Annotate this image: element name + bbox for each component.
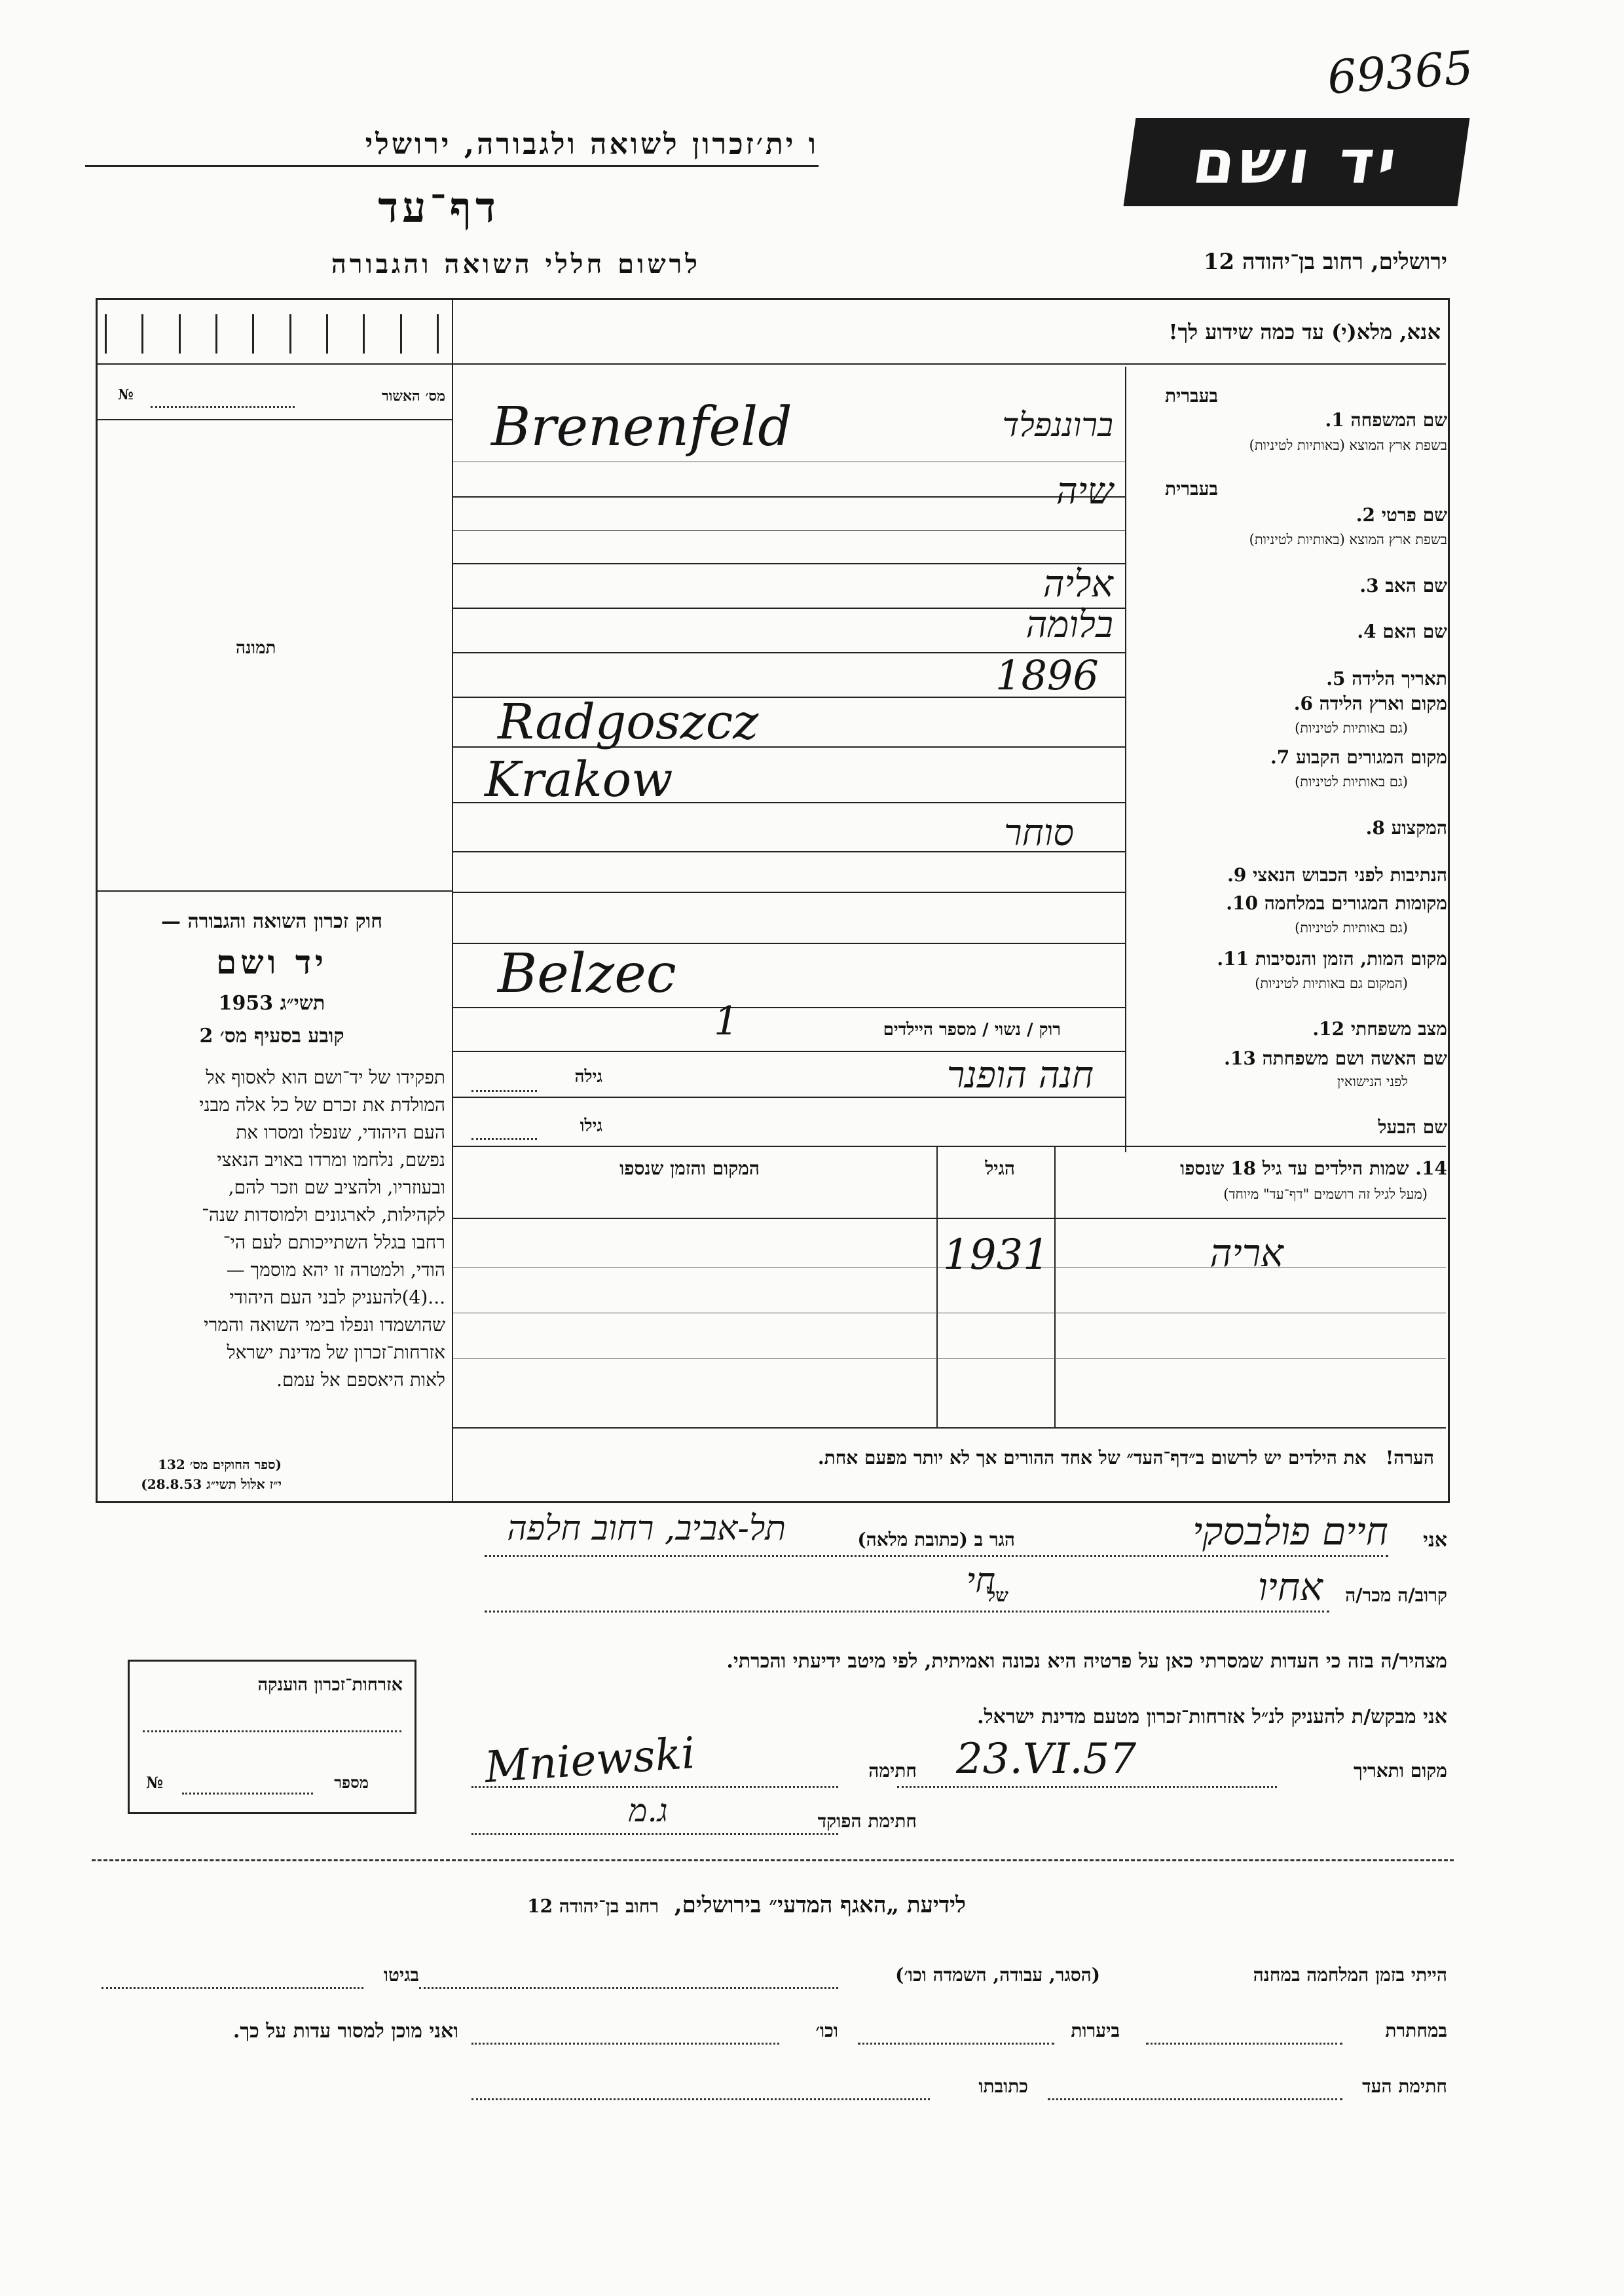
label-birthplace: מקום וארץ הלידה 6. [1293, 693, 1447, 714]
value-occupation: סוחר [1004, 812, 1074, 854]
declaration-statement: מצהיר/ה בזה כי העדות שמסרתי כאן על פרטיה היא נכונה ואמיתית, לפי מיטב ידיעתי והכרתי. [726, 1650, 1447, 1673]
approval-no: № [118, 386, 134, 403]
note-surname: בשפת ארץ המוצא (באותיות לטיניות) [1249, 437, 1447, 453]
institute-name: ו ית׳זכרון לשואה ולגבורה, ירושלי [85, 128, 819, 167]
tick-marks [105, 314, 439, 354]
footer-heading: לידיעת „האגף המדעי״ בירושלים, רחוב בן־יהודה 12 [527, 1892, 966, 1918]
law-ref-1: (ספר החוקים מס׳ 132 [158, 1457, 282, 1472]
note-residence: (גם באותיות לטיניות) [1295, 774, 1408, 790]
label-death: מקום המות, הזמן והנסיבות 11. [1217, 948, 1447, 970]
footer-camp-types: (הסגר, עבודה, השמדה וכו׳) [895, 1964, 1100, 1986]
note-text: הערה! את הילדים יש לרשום ב״דף־העד״ של אחד ההורים אך לא יותר מפעם אחת. [817, 1447, 1434, 1468]
form-subtitle: לרשום חללי השואה והגבורה [331, 249, 701, 280]
institute-address: ירושלים, רחוב בן־יהודה 12 [1203, 249, 1447, 275]
footer-witness-signature-label: חתימת העד [1362, 2075, 1447, 2097]
law-title: חוק זכרון השואה והגבורה — [161, 910, 382, 933]
wife-age-label: גילה [574, 1067, 602, 1087]
child-name: אריה [1209, 1231, 1283, 1275]
yad-vashem-logo [1124, 118, 1470, 206]
label-father: שם האב 3. [1359, 575, 1447, 596]
law-ref-2: י״ז אלול תשי״ג 28.8.53) [141, 1476, 282, 1492]
label-residence: מקום המגורים הקבוע 7. [1270, 746, 1447, 768]
footer-etc-label: וכו׳ [815, 2020, 838, 2041]
certificate-number: מספר [334, 1773, 369, 1792]
value-death-place: Belzec [498, 943, 676, 1005]
marital-options: רוק / נשוי / מספר היילדים [883, 1020, 1061, 1040]
in-hebrew-1: בעברית [1164, 385, 1218, 407]
certificate-no: № [146, 1773, 164, 1792]
declaration-relation: אחיו [1257, 1565, 1323, 1609]
law-section: קובע בסעיף מס׳ 2 [199, 1025, 344, 1048]
note-birthplace: (גם באותיות לטיניות) [1295, 720, 1408, 736]
value-birthplace: Radgoszcz [498, 694, 759, 750]
value-father: אליה [1043, 563, 1113, 606]
place-date-label: מקום ותאריך [1353, 1760, 1447, 1781]
footer-ghetto-label: בגיטו [383, 1964, 419, 1986]
label-prewar: הנתיבות לפני הכבוש הנאצי 9. [1227, 864, 1447, 886]
value-marital: 1 [714, 998, 739, 1044]
label-firstname: שם פרטי 2. [1356, 504, 1447, 526]
children-place-header: המקום והזמן שנספו [619, 1157, 760, 1179]
law-text: תפקידו של יד־ושם הוא לאסוף אל המולדת את זכרם של כל אלה מבני העם היהודי, שנפלו ומסרו את נפשם, נלחמו ומרדו באויב הנאצי ובעוזריו, ולהציב שם וזכר להם, לקהילות, לארגונים ולמוסדות שנה־ רחבו בגלל השתייכותם לעם הי־ הודי, ולמטרה זו יהא מוסמך — ...(4)להעניק לבני העם היהודי שהושמדו ונפלו בימי השואה והמרי אזרחות־זכרון של מדינת ישראל לאות היאספם אל עמם. [199, 1066, 445, 1391]
approval-label: מס׳ האשור [381, 388, 445, 405]
law-name: יד ושם [216, 943, 327, 981]
declaration-of: של [987, 1584, 1008, 1606]
declaration-name: חיים פולבסקי [1192, 1509, 1388, 1554]
note-wife: לפני הנישואין [1337, 1074, 1408, 1089]
label-mother: שם האם 4. [1357, 621, 1447, 642]
note-firstname: בשפת ארץ המוצא (באותיות לטיניות) [1249, 532, 1447, 547]
value-birthdate: 1896 [995, 651, 1099, 699]
certificate-box [128, 1660, 416, 1814]
value-firstname-hebrew: שיה [1056, 470, 1113, 513]
declaration-i: אני [1423, 1529, 1447, 1552]
children-header: 14. שמות הילדים עד גיל 18 שנספו [1180, 1157, 1447, 1179]
officer-label: חתימת הפוקד [817, 1810, 917, 1832]
child-age: 1931 [943, 1231, 1050, 1279]
serial-number: 69365 [1325, 41, 1475, 105]
label-surname: שם המשפחה 1. [1325, 409, 1447, 431]
note-death: (המקום גם באותיות לטיניות) [1255, 975, 1408, 991]
declaration-request: אני מבקש/ת להעניק לנ״ל אזרחות־זכרון מטעם מדינת ישראל. [977, 1705, 1447, 1728]
footer-forests-label: ביערות [1071, 2020, 1120, 2041]
place-date-value: 23.VI.57 [956, 1735, 1137, 1783]
declaration-address: תל-אביב, רחוב חלפה [507, 1509, 786, 1548]
value-surname-hebrew: ברוננפלד [1002, 406, 1113, 444]
husband-age-label: גילו [580, 1116, 602, 1136]
footer-underground-label: במחתרת [1385, 2020, 1447, 2041]
value-residence: Krakow [485, 752, 673, 808]
value-wife: חנה הופנר [946, 1054, 1094, 1097]
value-mother: בלומה [1025, 604, 1113, 646]
footer-camp-label: הייתי בזמן המלחמה במחנה [1253, 1964, 1447, 1986]
label-occupation: המקצוע 8. [1365, 817, 1447, 839]
in-hebrew-2: בעברית [1164, 478, 1218, 500]
declaration-resides: הגר ב (כתובת מלאה) [857, 1529, 1015, 1550]
declaration-of-value: חי [966, 1561, 995, 1601]
form-title: דף־עד [378, 183, 500, 232]
footer-address-label: כתובתו [978, 2075, 1028, 2097]
signature-value: Mniewski [483, 1727, 697, 1793]
note-wartime-residence: (גם באותיות לטיניות) [1295, 920, 1408, 936]
label-wife: שם האשה ושם משפחתה 13. [1224, 1048, 1447, 1069]
photo-label: תמונה [236, 638, 276, 658]
label-husband: שם הבעל [1378, 1116, 1447, 1138]
declaration-relative: קרוב/ה מכר/ה [1345, 1584, 1447, 1606]
footer-testimony-label: ואני מוכן למסור עדות על כך. [232, 2020, 458, 2043]
value-surname-latin: Brenenfeld [491, 396, 792, 458]
law-year: תשי״ג 1953 [218, 992, 325, 1015]
children-note: (מעל לגיל זה רושמים "דף־עד" מיוחד) [1223, 1186, 1428, 1202]
label-marital: מצב משפחתי 12. [1312, 1018, 1447, 1040]
label-wartime-residence: מקומות המגורים במלחמה 10. [1226, 892, 1447, 914]
certificate-title: אזרחות־זכרון הוענקה [257, 1675, 403, 1695]
intro-text: אנא, מלא(י) עד כמה שידוע לך! [1168, 319, 1441, 344]
signature-label: חתימה [868, 1760, 917, 1781]
children-age-header: הגיל [985, 1157, 1015, 1179]
label-birthdate: תאריך הלידה 5. [1326, 668, 1447, 689]
logo-text: יד ושם [1189, 127, 1405, 197]
officer-value: ג.מ [629, 1793, 668, 1829]
